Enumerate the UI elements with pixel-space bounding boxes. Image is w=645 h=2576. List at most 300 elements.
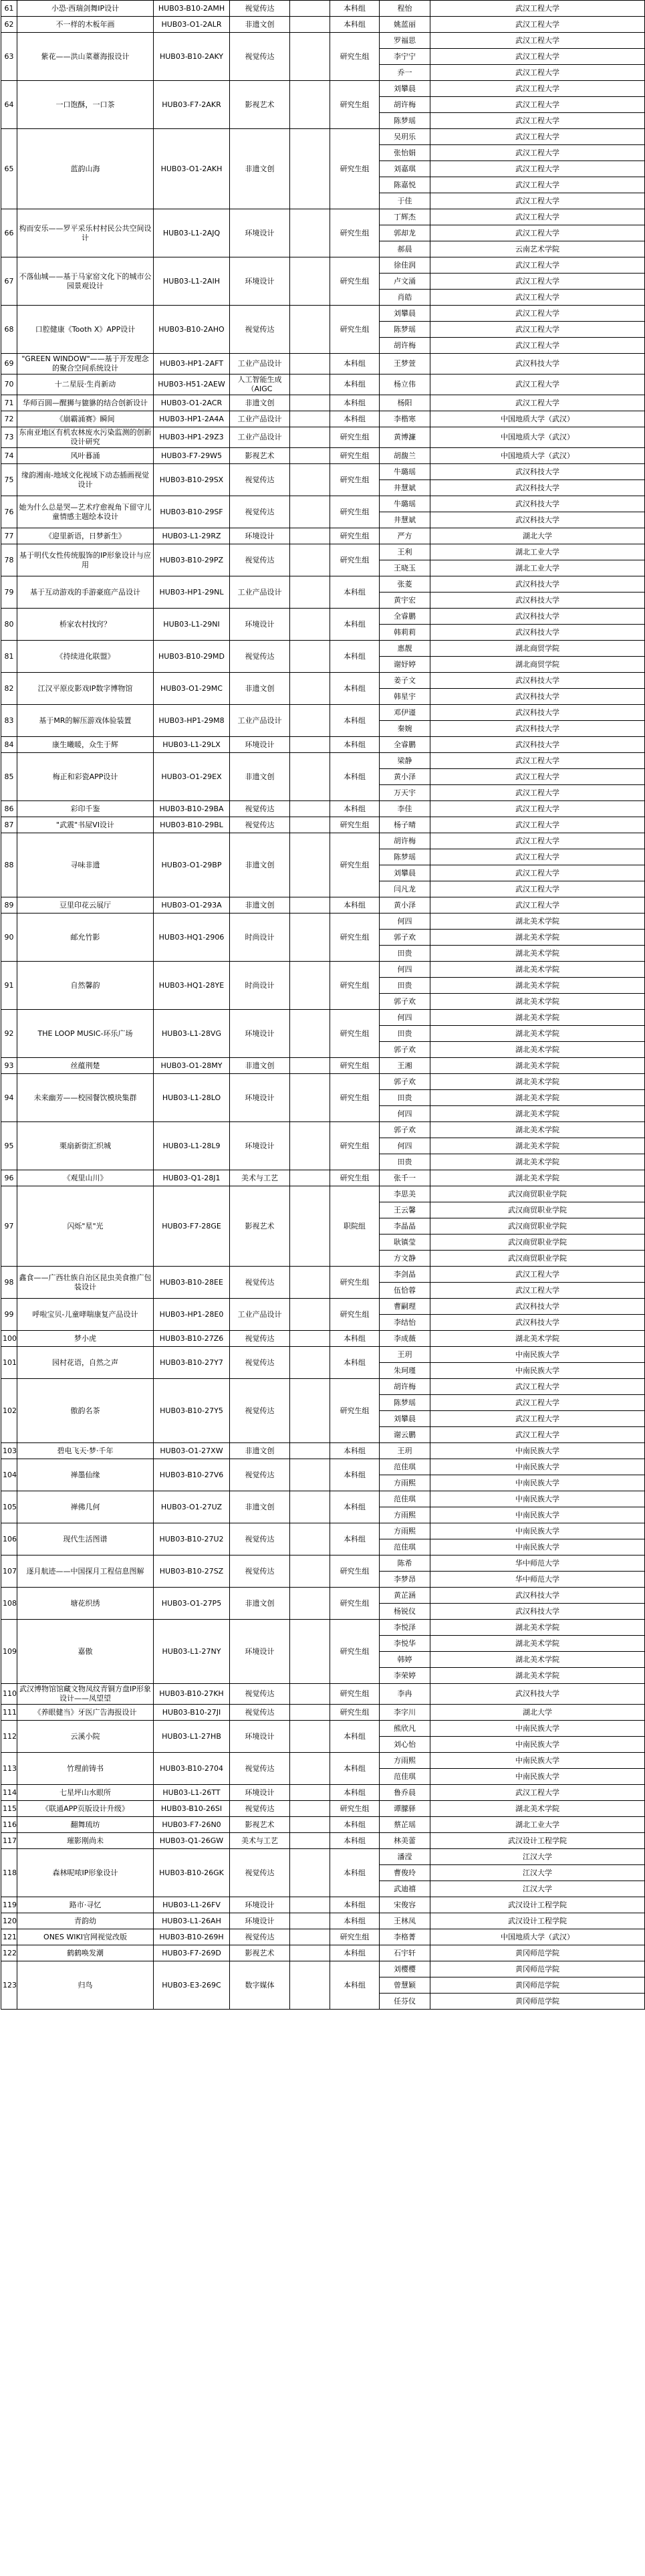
table-row <box>1 1299 645 1315</box>
cell-track: 环境设计 <box>230 257 290 306</box>
cell-author: 刘攀晨 <box>380 865 430 881</box>
cell-track: 视觉传达 <box>230 1929 290 1945</box>
cell-code: HUB03-B10-27Y7 <box>154 1347 230 1379</box>
cell-school: 武汉工程大学 <box>430 1283 645 1299</box>
cell-author: 李悦泽 <box>380 1620 430 1636</box>
cell-title: 傲韵名茶 <box>17 1379 154 1443</box>
cell-track: 视觉传达 <box>230 1379 290 1443</box>
cell-school: 武汉工程大学 <box>430 145 645 161</box>
cell-group: 本科组 <box>330 395 380 411</box>
cell-school: 湖北商贸学院 <box>430 641 645 657</box>
cell-school: 武汉工程大学 <box>430 849 645 865</box>
cell-author: 卢文涌 <box>380 274 430 290</box>
cell-author: 井慧斌 <box>380 480 430 496</box>
cell-title: 碧电飞天·梦·千年 <box>17 1443 154 1459</box>
cell-code: HUB03-O1-29MC <box>154 673 230 705</box>
cell-title: 《养眼健当》牙医广告海报设计 <box>17 1705 154 1721</box>
cell-track: 视觉传达 <box>230 801 290 817</box>
cell-no: 80 <box>1 609 17 641</box>
table-row <box>1 1186 645 1202</box>
cell-no: 105 <box>1 1491 17 1523</box>
cell-school: 江汉大学 <box>430 1881 645 1897</box>
cell-track: 工业产品设计 <box>230 427 290 448</box>
cell-category <box>290 1833 330 1849</box>
cell-school: 湖北美术学院 <box>430 1042 645 1058</box>
cell-group: 本科组 <box>330 1721 380 1753</box>
cell-code: HUB03-E3-269C <box>154 1961 230 2010</box>
cell-track: 美术与工艺 <box>230 1170 290 1186</box>
cell-track: 非遗文创 <box>230 17 290 33</box>
cell-author: 范佳琪 <box>380 1769 430 1785</box>
cell-track: 工业产品设计 <box>230 576 290 609</box>
cell-author: 方文静 <box>380 1251 430 1267</box>
table-row <box>1 801 645 817</box>
cell-school: 湖北美术学院 <box>430 930 645 946</box>
table-row <box>1 1705 645 1721</box>
cell-school: 湖北美术学院 <box>430 1636 645 1652</box>
table-row <box>1 1913 645 1929</box>
cell-title: 江汉平原皮影戏IP数字博物馆 <box>17 673 154 705</box>
cell-category <box>290 1684 330 1705</box>
cell-track: 视觉传达 <box>230 496 290 528</box>
cell-group: 研究生组 <box>330 33 380 81</box>
cell-school: 湖北美术学院 <box>430 1331 645 1347</box>
cell-category <box>290 1705 330 1721</box>
cell-group: 研究生组 <box>330 81 380 129</box>
table-row <box>1 1721 645 1737</box>
cell-author: 邓伊谨 <box>380 705 430 721</box>
cell-title: 园村花语，自然之声 <box>17 1347 154 1379</box>
cell-code: HUB03-Q1-26GW <box>154 1833 230 1849</box>
cell-category <box>290 464 330 496</box>
cell-author: 全睿鹏 <box>380 609 430 625</box>
cell-code: HUB03-HP1-2AFT <box>154 354 230 374</box>
cell-title: 逐月航迹——中国探月工程信息图解 <box>17 1555 154 1588</box>
cell-author: 郝晨 <box>380 241 430 257</box>
cell-category <box>290 528 330 544</box>
cell-code: HUB03-L1-29NI <box>154 609 230 641</box>
cell-school: 武汉科技大学 <box>430 673 645 689</box>
cell-school: 武汉工程大学 <box>430 1411 645 1427</box>
cell-code: HUB03-HQ1-2906 <box>154 914 230 962</box>
cell-author: 何四 <box>380 1106 430 1122</box>
cell-code: HUB03-B10-29SF <box>154 496 230 528</box>
cell-category <box>290 914 330 962</box>
cell-school: 黄冈师范学院 <box>430 1945 645 1961</box>
table-row <box>1 496 645 512</box>
cell-code: HUB03-F7-269D <box>154 1945 230 1961</box>
cell-title: 武汉博物馆馆藏文物凤纹青铜方盘IP形象设计——凤望望 <box>17 1684 154 1705</box>
table-row <box>1 1785 645 1801</box>
cell-track: 视觉传达 <box>230 641 290 673</box>
table-row <box>1 1929 645 1945</box>
cell-track: 非遗文创 <box>230 395 290 411</box>
cell-school: 武汉工程大学 <box>430 49 645 65</box>
table-row <box>1 17 645 33</box>
cell-no: 104 <box>1 1459 17 1491</box>
cell-author: 郭子欢 <box>380 1074 430 1090</box>
cell-group: 本科组 <box>330 1897 380 1913</box>
cell-school: 武汉科技大学 <box>430 576 645 593</box>
table-row <box>1 1753 645 1769</box>
cell-school: 华中师范大学 <box>430 1572 645 1588</box>
cell-author: 程怡 <box>380 1 430 17</box>
cell-author: 王云馨 <box>380 1202 430 1218</box>
cell-no: 77 <box>1 528 17 544</box>
cell-title: 禅佛几何 <box>17 1491 154 1523</box>
cell-track: 环境设计 <box>230 1010 290 1058</box>
cell-group: 本科组 <box>330 1913 380 1929</box>
cell-code: HUB03-HP1-29Z3 <box>154 427 230 448</box>
cell-author: 胡许梅 <box>380 833 430 849</box>
cell-no: 64 <box>1 81 17 129</box>
cell-author: 李宁宁 <box>380 49 430 65</box>
table-row <box>1 673 645 689</box>
cell-school: 湖北美术学院 <box>430 978 645 994</box>
cell-group: 本科组 <box>330 1491 380 1523</box>
cell-title: 彩印千鉴 <box>17 801 154 817</box>
cell-author: 王晓玉 <box>380 560 430 576</box>
cell-school: 中南民族大学 <box>430 1721 645 1737</box>
cell-no: 94 <box>1 1074 17 1122</box>
cell-author: 郭子欢 <box>380 1122 430 1138</box>
cell-school: 湖北美术学院 <box>430 1138 645 1154</box>
cell-group: 本科组 <box>330 374 380 395</box>
cell-school: 湖北美术学院 <box>430 1668 645 1684</box>
cell-title: 鑫食——广西壮族自治区昆虫美食推广包装设计 <box>17 1267 154 1299</box>
cell-school: 武汉工程大学 <box>430 81 645 97</box>
cell-school: 中国地质大学（武汉） <box>430 427 645 448</box>
cell-author: 何四 <box>380 914 430 930</box>
cell-no: 97 <box>1 1186 17 1267</box>
cell-group: 本科组 <box>330 411 380 427</box>
cell-no: 101 <box>1 1347 17 1379</box>
cell-group: 研究生组 <box>330 496 380 528</box>
cell-no: 121 <box>1 1929 17 1945</box>
cell-track: 视觉传达 <box>230 817 290 833</box>
cell-category <box>290 1897 330 1913</box>
cell-title: 闪烁"星"光 <box>17 1186 154 1267</box>
cell-code: HUB03-B10-29MD <box>154 641 230 673</box>
cell-school: 武汉工程大学 <box>430 129 645 145</box>
table-row <box>1 576 645 593</box>
cell-school: 武汉工程大学 <box>430 306 645 322</box>
cell-school: 武汉科技大学 <box>430 705 645 721</box>
cell-school: 武汉工程大学 <box>430 17 645 33</box>
cell-school: 武汉科技大学 <box>430 354 645 374</box>
cell-category <box>290 544 330 576</box>
cell-group: 研究生组 <box>330 1801 380 1817</box>
cell-author: 任芬仪 <box>380 1994 430 2010</box>
cell-group: 研究生组 <box>330 464 380 496</box>
cell-track: 视觉传达 <box>230 1347 290 1379</box>
table-row <box>1 817 645 833</box>
cell-title: 不一样的木板年画 <box>17 17 154 33</box>
table-row <box>1 1347 645 1363</box>
table-row <box>1 1379 645 1395</box>
cell-school: 武汉工程大学 <box>430 785 645 801</box>
table-row <box>1 464 645 480</box>
cell-school: 湖北工业大学 <box>430 544 645 560</box>
cell-school: 中南民族大学 <box>430 1539 645 1555</box>
cell-no: 122 <box>1 1945 17 1961</box>
cell-no: 63 <box>1 33 17 81</box>
cell-title: 十二星辰·生肖新动 <box>17 374 154 395</box>
cell-title: 梦小虎 <box>17 1331 154 1347</box>
cell-author: 徐佳润 <box>380 257 430 274</box>
cell-category <box>290 673 330 705</box>
cell-author: 曾慧颖 <box>380 1977 430 1994</box>
cell-title: ONES WIKI官网视觉改版 <box>17 1929 154 1945</box>
cell-author: 于佳 <box>380 193 430 209</box>
cell-title: 她为什么总是哭—艺术疗愈视角下留守儿童情感主题绘本设计 <box>17 496 154 528</box>
cell-author: 耿镇莹 <box>380 1235 430 1251</box>
cell-category <box>290 1945 330 1961</box>
cell-author: 陈梦瑶 <box>380 849 430 865</box>
cell-author: 石宇轩 <box>380 1945 430 1961</box>
table-row <box>1 209 645 225</box>
cell-school: 武汉工程大学 <box>430 274 645 290</box>
cell-title: 归鸟 <box>17 1961 154 2010</box>
table-row <box>1 1491 645 1507</box>
cell-author: 牛璐瑶 <box>380 464 430 480</box>
cell-category <box>290 1058 330 1074</box>
cell-track: 视觉传达 <box>230 464 290 496</box>
cell-author: 吴玥乐 <box>380 129 430 145</box>
cell-group: 本科组 <box>330 1817 380 1833</box>
cell-author: 郭子欢 <box>380 1042 430 1058</box>
table-row <box>1 737 645 753</box>
cell-category <box>290 1801 330 1817</box>
cell-no: 87 <box>1 817 17 833</box>
cell-category <box>290 1347 330 1379</box>
cell-no: 95 <box>1 1122 17 1170</box>
cell-group: 研究生组 <box>330 257 380 306</box>
cell-group: 研究生组 <box>330 1555 380 1588</box>
cell-track: 工业产品设计 <box>230 411 290 427</box>
cell-author: 张怡娟 <box>380 145 430 161</box>
cell-school: 湖北美术学院 <box>430 1620 645 1636</box>
cell-author: 梁静 <box>380 753 430 769</box>
cell-title: 紫花——洪山菜薹海报设计 <box>17 33 154 81</box>
cell-school: 武汉工程大学 <box>430 338 645 354</box>
cell-category <box>290 427 330 448</box>
table-row <box>1 1010 645 1026</box>
cell-no: 113 <box>1 1753 17 1785</box>
cell-school: 武汉工程大学 <box>430 225 645 241</box>
cell-track: 非遗文创 <box>230 897 290 914</box>
cell-author: 伍恰蓉 <box>380 1283 430 1299</box>
table-row <box>1 1122 645 1138</box>
cell-code: HUB03-B10-27SZ <box>154 1555 230 1588</box>
table-row <box>1 1459 645 1475</box>
cell-title: 基于MR的解压游戏体验装置 <box>17 705 154 737</box>
cell-no: 96 <box>1 1170 17 1186</box>
cell-title: 塘花织绣 <box>17 1588 154 1620</box>
table-row <box>1 1331 645 1347</box>
cell-category <box>290 257 330 306</box>
cell-track: 人工智能生成（AIGC <box>230 374 290 395</box>
cell-track: 数字媒体 <box>230 1961 290 2010</box>
cell-school: 湖北大学 <box>430 528 645 544</box>
cell-code: HUB03-L1-29LX <box>154 737 230 753</box>
cell-title: 自然馨韵 <box>17 962 154 1010</box>
cell-title: 口腔健康《Tooth X》APP设计 <box>17 306 154 354</box>
cell-author: 黄博濂 <box>380 427 430 448</box>
cell-author: 丁辉杰 <box>380 209 430 225</box>
cell-school: 武汉科技大学 <box>430 609 645 625</box>
cell-title: 不落仙城——基于马家窑文化下的城市公园景观设计 <box>17 257 154 306</box>
cell-title: 《崩霸涌赛》瞬间 <box>17 411 154 427</box>
table-row <box>1 354 645 374</box>
cell-school: 武汉科技大学 <box>430 689 645 705</box>
cell-code: HUB03-B10-269H <box>154 1929 230 1945</box>
cell-school: 武汉科技大学 <box>430 737 645 753</box>
cell-school: 中南民族大学 <box>430 1491 645 1507</box>
cell-author: 李结怡 <box>380 1315 430 1331</box>
cell-author: 韩婷 <box>380 1652 430 1668</box>
cell-school: 武汉工程大学 <box>430 161 645 177</box>
cell-school: 武汉工程大学 <box>430 753 645 769</box>
cell-category <box>290 817 330 833</box>
cell-author: 李冉 <box>380 1684 430 1705</box>
cell-group: 研究生组 <box>330 1058 380 1074</box>
cell-no: 114 <box>1 1785 17 1801</box>
cell-author: 杨锐仪 <box>380 1604 430 1620</box>
cell-code: HUB03-O1-27P5 <box>154 1588 230 1620</box>
cell-group: 本科组 <box>330 1753 380 1785</box>
cell-school: 武汉科技大学 <box>430 593 645 609</box>
cell-no: 93 <box>1 1058 17 1074</box>
cell-category <box>290 1491 330 1523</box>
cell-title: 风叶暮涌 <box>17 448 154 464</box>
cell-school: 武汉工程大学 <box>430 33 645 49</box>
cell-school: 湖北工业大学 <box>430 1817 645 1833</box>
cell-category <box>290 1 330 17</box>
cell-author: 刘攀晨 <box>380 1411 430 1427</box>
cell-track: 视觉传达 <box>230 1331 290 1347</box>
cell-no: 70 <box>1 374 17 395</box>
cell-category <box>290 801 330 817</box>
cell-author: 范佳琪 <box>380 1491 430 1507</box>
cell-school: 湖北美术学院 <box>430 1154 645 1170</box>
cell-group: 研究生组 <box>330 1684 380 1705</box>
cell-track: 时尚设计 <box>230 962 290 1010</box>
cell-title: 鹤鹤唤发潮 <box>17 1945 154 1961</box>
cell-category <box>290 129 330 209</box>
cell-category <box>290 737 330 753</box>
cell-group: 本科组 <box>330 1785 380 1801</box>
cell-author: 方雨熙 <box>380 1475 430 1491</box>
cell-title: "武震"书屋VI设计 <box>17 817 154 833</box>
cell-code: HUB03-F7-29W5 <box>154 448 230 464</box>
table-row <box>1 1 645 17</box>
cell-track: 影视艺术 <box>230 1945 290 1961</box>
cell-track: 影视艺术 <box>230 1817 290 1833</box>
cell-title: 未来幽芳——校园餐饮模块集群 <box>17 1074 154 1122</box>
cell-author: 刘攀晨 <box>380 81 430 97</box>
cell-code: HUB03-F7-2AKR <box>154 81 230 129</box>
cell-author: 王湘 <box>380 1058 430 1074</box>
cell-code: HUB03-B10-2AKY <box>154 33 230 81</box>
cell-group: 本科组 <box>330 1443 380 1459</box>
cell-school: 武汉科技大学 <box>430 625 645 641</box>
cell-track: 影视艺术 <box>230 1186 290 1267</box>
cell-title: 森林呢哝IP形象设计 <box>17 1849 154 1897</box>
cell-group: 本科组 <box>330 1459 380 1491</box>
cell-author: 何四 <box>380 962 430 978</box>
cell-code: HUB03-HP1-28E0 <box>154 1299 230 1331</box>
cell-no: 115 <box>1 1801 17 1817</box>
cell-school: 中南民族大学 <box>430 1769 645 1785</box>
cell-title: 路市·寻忆 <box>17 1897 154 1913</box>
cell-code: HUB03-B10-28EE <box>154 1267 230 1299</box>
cell-school: 武汉科技大学 <box>430 464 645 480</box>
cell-group: 本科组 <box>330 737 380 753</box>
cell-author: 乔一 <box>380 65 430 81</box>
cell-category <box>290 1299 330 1331</box>
cell-school: 武汉设计工程学院 <box>430 1833 645 1849</box>
cell-title: 璀影刚尚未 <box>17 1833 154 1849</box>
table-row <box>1 1074 645 1090</box>
cell-author: 牛璐瑶 <box>380 496 430 512</box>
cell-author: 全睿鹏 <box>380 737 430 753</box>
cell-school: 武汉工程大学 <box>430 193 645 209</box>
cell-author: 王林凤 <box>380 1913 430 1929</box>
cell-title: 寻味非遗 <box>17 833 154 897</box>
cell-category <box>290 1523 330 1555</box>
cell-school: 武汉工程大学 <box>430 817 645 833</box>
cell-category <box>290 17 330 33</box>
cell-school: 武汉工程大学 <box>430 1395 645 1411</box>
cell-author: 陈梦瑶 <box>380 322 430 338</box>
cell-track: 工业产品设计 <box>230 705 290 737</box>
cell-group: 研究生组 <box>330 528 380 544</box>
cell-track: 工业产品设计 <box>230 1299 290 1331</box>
cell-category <box>290 962 330 1010</box>
table-row <box>1 528 645 544</box>
cell-track: 环境设计 <box>230 1620 290 1684</box>
cell-school: 江汉大学 <box>430 1865 645 1881</box>
cell-school: 武汉工程大学 <box>430 65 645 81</box>
cell-code: HUB03-L1-27HB <box>154 1721 230 1753</box>
cell-track: 非遗文创 <box>230 129 290 209</box>
cell-author: 范佳琪 <box>380 1459 430 1475</box>
table-row <box>1 81 645 97</box>
cell-school: 中南民族大学 <box>430 1507 645 1523</box>
cell-school: 武汉商贸职业学院 <box>430 1202 645 1218</box>
cell-school: 湖北美术学院 <box>430 1652 645 1668</box>
cell-category <box>290 1588 330 1620</box>
cell-title: 小恐·西瑞剑舞IP设计 <box>17 1 154 17</box>
cell-school: 武汉科技大学 <box>430 721 645 737</box>
cell-no: 90 <box>1 914 17 962</box>
cell-code: HUB03-L1-2AJQ <box>154 209 230 257</box>
table-row <box>1 306 645 322</box>
cell-no: 111 <box>1 1705 17 1721</box>
cell-category <box>290 306 330 354</box>
cell-no: 79 <box>1 576 17 609</box>
cell-author: 胡许梅 <box>380 1379 430 1395</box>
cell-school: 湖北美术学院 <box>430 1801 645 1817</box>
cell-no: 119 <box>1 1897 17 1913</box>
cell-author: 何四 <box>380 1138 430 1154</box>
cell-author: 李佳 <box>380 801 430 817</box>
cell-school: 湖北商贸学院 <box>430 657 645 673</box>
cell-school: 中国地质大学（武汉） <box>430 1929 645 1945</box>
cell-group: 研究生组 <box>330 1705 380 1721</box>
cell-author: 李悦华 <box>380 1636 430 1652</box>
